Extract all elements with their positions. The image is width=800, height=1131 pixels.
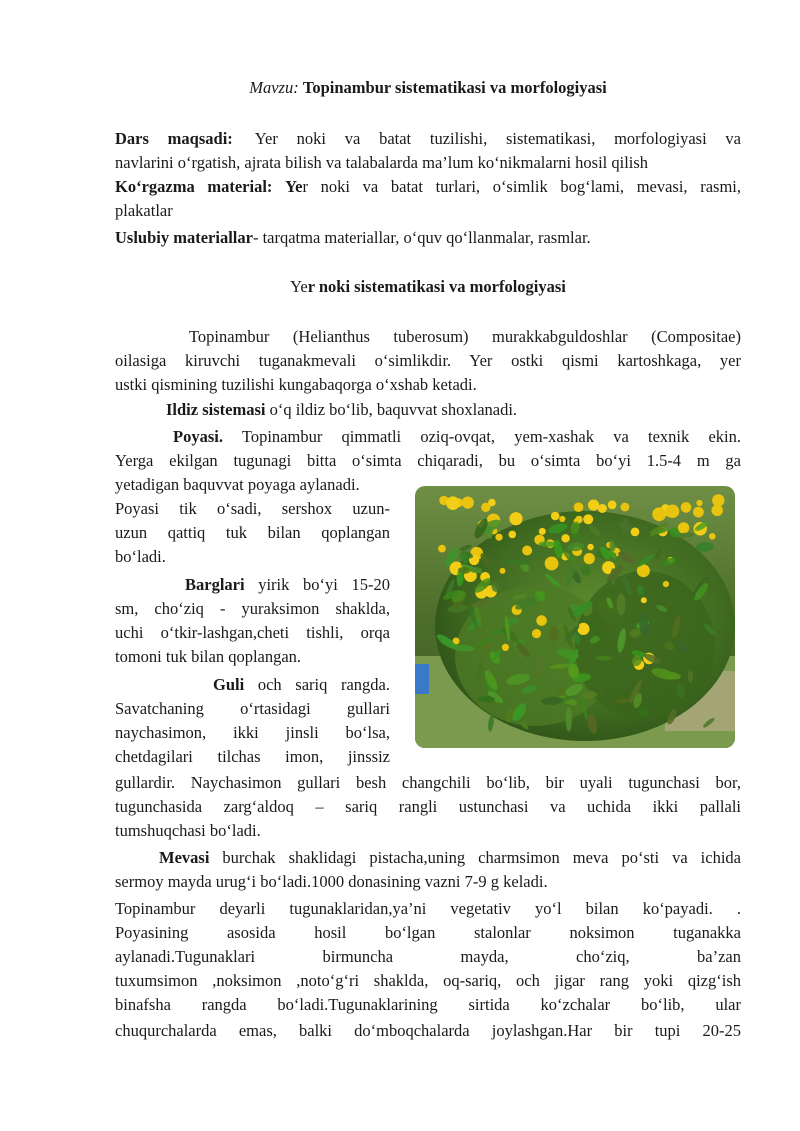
propagation-line5: binafsha rangda bo‘ladi.Tugunaklarining sirtida ko‘zchalar bo‘lib, ular — [115, 995, 741, 1014]
leaf-line3: uchi o‘tkir-lashgan,cheti tishli, orqa — [115, 623, 390, 642]
section-title — [115, 275, 741, 299]
flower-line7: tumshuqchasi bo‘ladi. — [115, 821, 261, 840]
flower-line2: Savatchaning o‘rtasidagi gullari — [115, 699, 390, 718]
page-title — [115, 76, 741, 100]
flower-line6: tugunchasida zarg‘aldoq – sariq rangli ustunchasi va uchida ikki pallali — [115, 797, 741, 816]
root-system-line — [115, 398, 741, 422]
fruit-text-1: burchak shaklidagi pistacha,uning charmsimon meva po‘sti va ichida — [209, 848, 741, 867]
stem-line4: Poyasi tik o‘sadi, sershox uzun- — [115, 499, 390, 518]
propagation-line4: tuxumsimon ,noksimon ,noto‘g‘ri shaklda, oq-sariq, och jigar rang yoki qizg‘ish — [115, 971, 741, 990]
visual-bold-start: Ye — [285, 177, 303, 196]
leaf-line2: sm, cho‘ziq - yuraksimon shaklda, — [115, 599, 390, 618]
propagation-line1: Topinambur deyarli tugunaklaridan,ya’ni vegetativ yo‘l bilan ko‘payadi. . — [115, 899, 741, 918]
lesson-goal-line2: navlarini o‘rgatish, ajrata bilish va talabalarda ma’lum ko‘nikmalarni hosil qilish — [115, 153, 649, 172]
visual-material-line2: plakatlar — [115, 201, 173, 220]
flower-label: Guli — [213, 675, 245, 694]
section-title-plain: Ye — [290, 277, 308, 296]
lesson-goal-line1 — [115, 127, 741, 151]
topinambur-plant-photo — [415, 486, 735, 748]
flower-line3: naychasimon, ikki jinsli bo‘lsa, — [115, 723, 390, 742]
root-label: Ildiz sistemasi — [166, 400, 266, 419]
intro-line2: oilasiga kiruvchi tuganakmevali o‘simlikdir. Yer ostki qismi kartoshkaga, yer — [115, 351, 741, 370]
intro-line1: Topinambur (Helianthus tuberosum) murakkabguldoshlar (Compositae) — [189, 327, 741, 346]
stem-line3: yetadigan baquvvat poyaga aylanadi. — [115, 475, 360, 494]
goal-label: Dars maqsadi: — [115, 129, 233, 148]
stem-label: Poyasi. — [173, 427, 223, 446]
fruit-label: Mevasi — [159, 848, 210, 867]
section-title-bold: r noki sistematikasi va morfologiyasi — [307, 277, 566, 296]
leaf-text-1: yirik bo‘yi 15-20 — [244, 575, 390, 594]
plant-illustration — [415, 486, 735, 748]
visual-material-line1 — [115, 175, 741, 199]
stem-line2: Yerga ekilgan tugunagi bitta o‘simta chiqaradi, bu o‘simta bo‘yi 1.5-4 m ga — [115, 451, 741, 470]
visual-label: Ko‘rgazma material: — [115, 177, 273, 196]
goal-text-1: Yer noki va batat tuzilishi, sistematikasi, morfologiyasi va — [254, 129, 741, 148]
propagation-line6: chuqurchalarda emas, balki do‘mboqchalarda joylashgan.Har bir tupi 20-25 — [115, 1021, 741, 1040]
flower-line5: gullardir. Naychasimon gullari besh changchili bo‘lib, bir uyali tugunchasi bor, — [115, 773, 741, 792]
title-text: Topinambur sistematikasi va morfologiyasi — [302, 78, 607, 97]
methods-text: - tarqatma materiallar, o‘quv qo‘llanmalar, rasmlar. — [252, 228, 591, 247]
flower-line1 — [115, 673, 390, 697]
flower-text-1: och sariq rangda. — [244, 675, 390, 694]
stem-line5: uzun qattiq tuk bilan qoplangan — [115, 523, 390, 542]
propagation-line2: Poyasining asosida hosil bo‘lgan stalonlar noksimon tuganakka — [115, 923, 741, 942]
leaf-label: Barglari — [185, 575, 245, 594]
root-text: o‘q ildiz bo‘lib, baquvvat shoxlanadi. — [265, 400, 518, 419]
intro-line3: ustki qismining tuzilishi kungabaqorga o‘xshab ketadi. — [115, 375, 477, 394]
stem-text-1: Topinambur qimmatli oziq-ovqat, yem-xashak va texnik ekin. — [222, 427, 741, 446]
propagation-line3: aylanadi.Tugunaklari birmuncha mayda, cho‘ziq, ba’zan — [115, 947, 741, 966]
stem-line6: bo‘ladi. — [115, 547, 166, 566]
title-prefix: Mavzu: — [249, 78, 299, 97]
leaf-line1 — [115, 573, 390, 597]
fruit-line1 — [115, 846, 741, 870]
fruit-line2: sermoy mayda urug‘i bo‘ladi.1000 donasining vazni 7-9 g keladi. — [115, 872, 548, 891]
methods-line — [115, 226, 741, 250]
visual-text-1: r noki va batat turlari, o‘simlik bog‘lami, mevasi, rasmi, — [302, 177, 741, 196]
flower-line4: chetdagilari tilchas imon, jinssiz — [115, 747, 390, 766]
stem-line1 — [115, 425, 741, 449]
methods-label: Uslubiy materiallar — [115, 228, 253, 247]
leaf-line4: tomoni tuk bilan qoplangan. — [115, 647, 302, 666]
